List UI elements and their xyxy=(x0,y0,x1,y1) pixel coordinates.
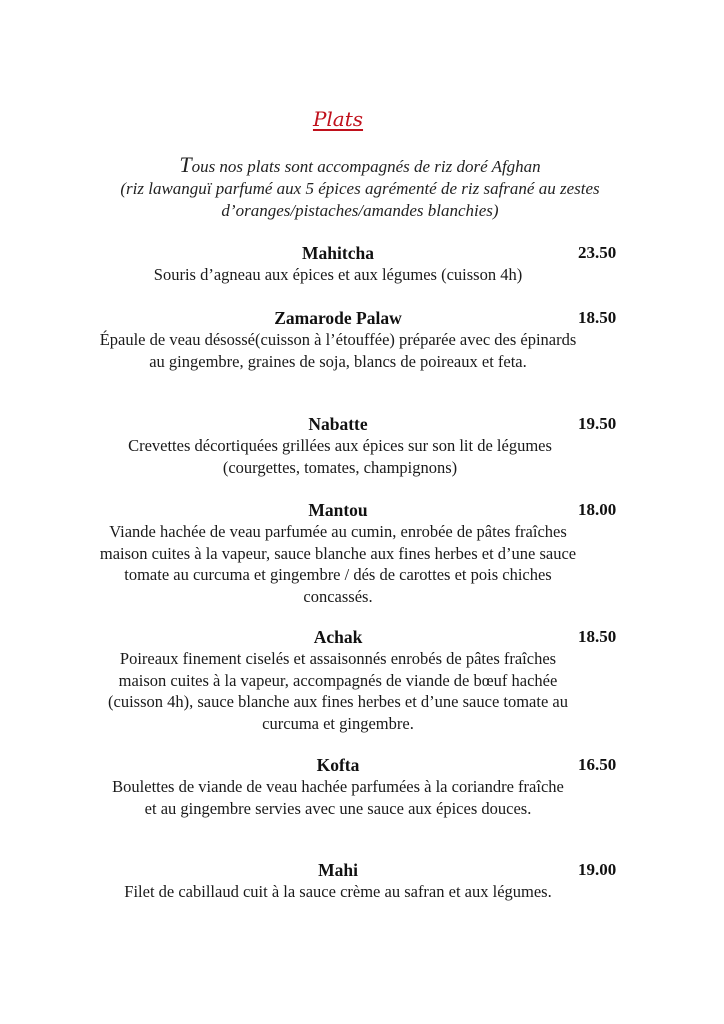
dish-price: 16.50 xyxy=(578,755,617,774)
dish-description: Poireaux finement ciselés et assaisonnés enrobés de pâtes fraîches maison cuites à la vapeur, accompagnés de viande de bœuf hachée (cuisson 4h), sauce blanche aux fines herbes et d’une sauce tomate au curcuma et gingembre. xyxy=(108,649,568,733)
dish-item xyxy=(96,413,580,478)
intro-text xyxy=(90,154,630,222)
intro-line-2: (riz lawanguï parfumé aux 5 épices agrémenté de riz safrané au zestes d’oranges/pistaches/amandes blanchies) xyxy=(120,179,600,220)
dish-price: 19.50 xyxy=(578,414,617,433)
dish-item xyxy=(96,307,580,372)
dish-item xyxy=(96,499,580,607)
dish-price: 18.00 xyxy=(578,500,617,519)
dish-price: 18.50 xyxy=(578,308,617,327)
dish-item xyxy=(96,754,580,819)
dish-description: Souris d’agneau aux épices et aux légumes (cuisson 4h) xyxy=(153,265,523,284)
dish-description: Épaule de veau désossé(cuisson à l’étouffée) préparée avec des épinards au gingembre, graines de soja, blancs de poireaux et feta. xyxy=(99,330,577,371)
dish-item xyxy=(96,859,580,903)
dish-name: Achak xyxy=(313,627,363,647)
dish-item xyxy=(96,242,580,286)
dish-price: 18.50 xyxy=(578,627,617,646)
dish-price: 23.50 xyxy=(578,243,617,262)
section-title: Plats xyxy=(312,107,364,131)
intro-line-1-rest: ous nos plats sont accompagnés de riz doré Afghan xyxy=(191,157,541,176)
dish-name: Mahi xyxy=(318,860,358,880)
intro-drop-cap: T xyxy=(179,152,192,177)
intro-line-1 xyxy=(90,154,630,178)
dish-description: Viande hachée de veau parfumée au cumin, enrobée de pâtes fraîches maison cuites à la vapeur, sauce blanche aux fines herbes et d’une sauce tomate au curcuma et gingembre / dés de carottes et pois chiches concassés. xyxy=(99,522,577,606)
dish-item xyxy=(96,626,580,734)
dish-name: Nabatte xyxy=(308,414,368,434)
dish-name: Kofta xyxy=(316,755,360,775)
dish-description: Boulettes de viande de veau hachée parfumées à la coriandre fraîche et au gingembre servies avec une sauce aux épices douces. xyxy=(112,777,564,818)
dish-description: Filet de cabillaud cuit à la sauce crème au safran et aux légumes. xyxy=(124,882,552,901)
dish-price: 19.00 xyxy=(578,860,617,879)
dish-name: Zamarode Palaw xyxy=(274,308,402,328)
dish-name: Mantou xyxy=(308,500,368,520)
dish-name: Mahitcha xyxy=(302,243,374,263)
dish-description: Crevettes décortiquées grillées aux épices sur son lit de légumes (courgettes, tomates, champignons) xyxy=(128,436,552,477)
